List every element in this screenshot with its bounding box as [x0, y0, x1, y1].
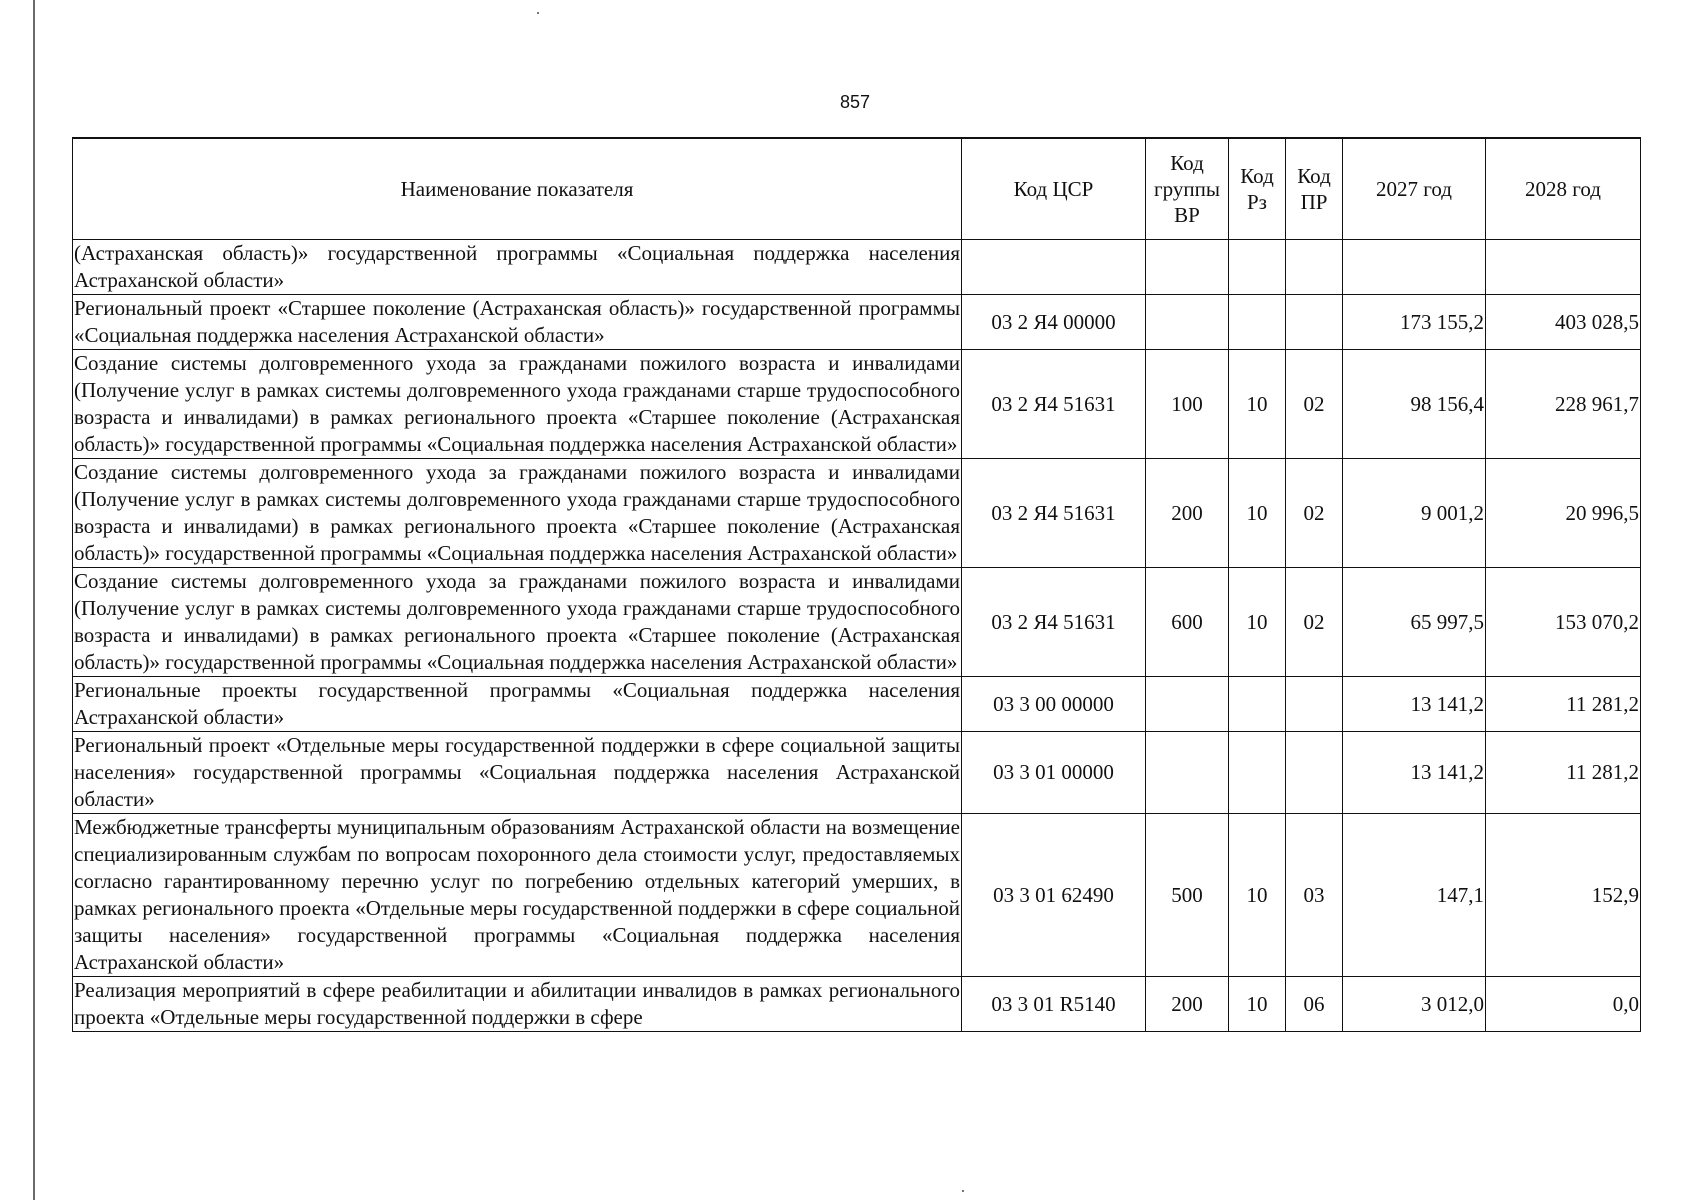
cell-vr: [1146, 677, 1229, 732]
scan-margin-line: [33, 0, 35, 1200]
cell-2027: 147,1: [1343, 814, 1486, 977]
cell-csr: 03 2 Я4 51631: [962, 568, 1146, 677]
cell-2028: 403 028,5: [1486, 295, 1641, 350]
cell-2027: 65 997,5: [1343, 568, 1486, 677]
cell-name: Межбюджетные трансферты муниципальным образованиям Астраханской области на возмещение специализированным службам по вопросам похоронного дела стоимости услуг, предоставляемых согласно гарантированному перечню услуг по погребению отдельных категорий умерших, в рамках регионального проекта «Отдельные меры государственной поддержки в сфере социальной защиты населения» государственной программы «Социальная поддержка населения Астраханской области»: [73, 814, 962, 977]
header-2028: 2028 год: [1486, 138, 1641, 240]
page-number: 857: [839, 92, 871, 112]
scan-artifact: [962, 1190, 964, 1192]
header-2027: 2027 год: [1343, 138, 1486, 240]
budget-table: [72, 137, 1641, 1032]
table-row: [73, 677, 1641, 732]
cell-csr: 03 3 01 62490: [962, 814, 1146, 977]
table-row: [73, 295, 1641, 350]
cell-2028: 228 961,7: [1486, 350, 1641, 459]
cell-rz: [1229, 240, 1286, 295]
cell-name: Региональный проект «Отдельные меры государственной поддержки в сфере социальной защиты населения» государственной программы «Социальная поддержка населения Астраханской области»: [73, 732, 962, 814]
cell-rz: 10: [1229, 459, 1286, 568]
cell-name: Реализация мероприятий в сфере реабилитации и абилитации инвалидов в рамках регионального проекта «Отдельные меры государственной поддержки в сфере: [73, 977, 962, 1032]
cell-csr: 03 2 Я4 51631: [962, 350, 1146, 459]
cell-csr: [962, 240, 1146, 295]
cell-name: (Астраханская область)» государственной программы «Социальная поддержка населения Астраханской области»: [73, 240, 962, 295]
cell-pr: 02: [1286, 568, 1343, 677]
cell-csr: 03 3 01 R5140: [962, 977, 1146, 1032]
cell-vr: [1146, 732, 1229, 814]
cell-pr: 02: [1286, 350, 1343, 459]
cell-vr: [1146, 295, 1229, 350]
cell-csr: 03 3 01 00000: [962, 732, 1146, 814]
cell-vr: [1146, 240, 1229, 295]
cell-vr: 100: [1146, 350, 1229, 459]
cell-2027: 3 012,0: [1343, 977, 1486, 1032]
cell-name: Региональные проекты государственной программы «Социальная поддержка населения Астраханской области»: [73, 677, 962, 732]
header-csr: Код ЦСР: [962, 138, 1146, 240]
table-row: [73, 977, 1641, 1032]
cell-2027: 9 001,2: [1343, 459, 1486, 568]
table-header-row: [73, 138, 1641, 240]
table-body: [73, 240, 1641, 1032]
cell-vr: 500: [1146, 814, 1229, 977]
cell-rz: [1229, 677, 1286, 732]
table-row: [73, 350, 1641, 459]
cell-2028: 0,0: [1486, 977, 1641, 1032]
cell-pr: [1286, 295, 1343, 350]
cell-rz: 10: [1229, 977, 1286, 1032]
cell-2028: 152,9: [1486, 814, 1641, 977]
cell-pr: 02: [1286, 459, 1343, 568]
cell-2028: 11 281,2: [1486, 677, 1641, 732]
table-row: [73, 814, 1641, 977]
cell-2027: 173 155,2: [1343, 295, 1486, 350]
cell-pr: 06: [1286, 977, 1343, 1032]
header-name: Наименование показателя: [73, 138, 962, 240]
cell-pr: [1286, 677, 1343, 732]
cell-rz: 10: [1229, 568, 1286, 677]
cell-rz: 10: [1229, 350, 1286, 459]
cell-rz: 10: [1229, 814, 1286, 977]
header-rz: Код Рз: [1229, 138, 1286, 240]
cell-name: Создание системы долговременного ухода за гражданами пожилого возраста и инвалидами (Получение услуг в рамках системы долговременного ухода гражданами старше трудоспособного возраста и инвалидами) в рамках регионального проекта «Старшее поколение (Астраханская область)» государственной программы «Социальная поддержка населения Астраханской области»: [73, 459, 962, 568]
cell-2028: 20 996,5: [1486, 459, 1641, 568]
cell-2027: 98 156,4: [1343, 350, 1486, 459]
cell-2027: 13 141,2: [1343, 732, 1486, 814]
cell-2028: 11 281,2: [1486, 732, 1641, 814]
cell-2028: 153 070,2: [1486, 568, 1641, 677]
cell-pr: [1286, 240, 1343, 295]
header-pr: Код ПР: [1286, 138, 1343, 240]
table-row: [73, 732, 1641, 814]
cell-name: Создание системы долговременного ухода за гражданами пожилого возраста и инвалидами (Получение услуг в рамках системы долговременного ухода гражданами старше трудоспособного возраста и инвалидами) в рамках регионального проекта «Старшее поколение (Астраханская область)» государственной программы «Социальная поддержка населения Астраханской области»: [73, 568, 962, 677]
cell-pr: [1286, 732, 1343, 814]
table-row: [73, 459, 1641, 568]
scan-artifact: [537, 12, 539, 14]
cell-pr: 03: [1286, 814, 1343, 977]
cell-csr: 03 2 Я4 00000: [962, 295, 1146, 350]
cell-2027: 13 141,2: [1343, 677, 1486, 732]
cell-name: Региональный проект «Старшее поколение (Астраханская область)» государственной программы «Социальная поддержка населения Астраханской области»: [73, 295, 962, 350]
cell-rz: [1229, 732, 1286, 814]
cell-csr: 03 3 00 00000: [962, 677, 1146, 732]
cell-vr: 200: [1146, 977, 1229, 1032]
table-row: [73, 568, 1641, 677]
cell-2028: [1486, 240, 1641, 295]
cell-vr: 200: [1146, 459, 1229, 568]
cell-2027: [1343, 240, 1486, 295]
cell-csr: 03 2 Я4 51631: [962, 459, 1146, 568]
table-row: [73, 240, 1641, 295]
cell-rz: [1229, 295, 1286, 350]
cell-name: Создание системы долговременного ухода за гражданами пожилого возраста и инвалидами (Получение услуг в рамках системы долговременного ухода гражданами старше трудоспособного возраста и инвалидами) в рамках регионального проекта «Старшее поколение (Астраханская область)» государственной программы «Социальная поддержка населения Астраханской области»: [73, 350, 962, 459]
cell-vr: 600: [1146, 568, 1229, 677]
header-vr: Код группы ВР: [1146, 138, 1229, 240]
